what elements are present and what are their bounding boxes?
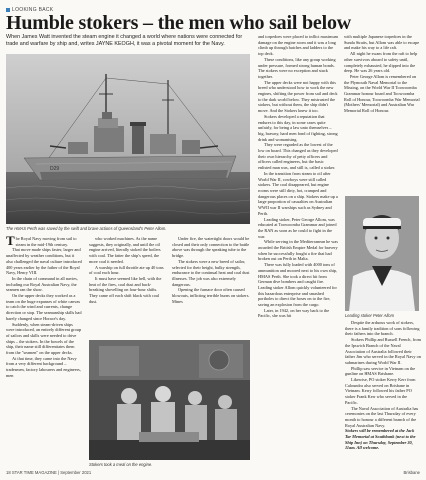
paragraph: with multiple Japanese torpedoes in the Sunda Straits, but Allom was able to escape and make his way to a life raft. — [344, 34, 420, 51]
paragraph: Stokers Phillip and Russell French, from the Ipswich Branch of the Naval Association of Australia followed their father Jim who served in the Royal Navy on submarines during World War II. — [345, 337, 421, 365]
paragraph: There was fully loaded with 4000 tons of ammunition and moored next to his own ship, HMAS Perth. She took a direct hit from German dive bombers and caught fire. Leading stoker Allom quickly volunteered for this hazardous enterprise and smashed portholes to direct the hoses on to the fire, saving an explosion from the cargo. — [258, 262, 338, 308]
article-column-4 — [258, 34, 338, 319]
ship-photo-illustration — [6, 54, 250, 224]
article-column-6 — [345, 320, 421, 451]
paragraph: That move made ships faster, larger and unaffected by weather conditions, but it also challenged the naval culture introduced 400 years earlier by the father of the Royal Navy, Henry VIII. — [6, 247, 82, 276]
paragraph: Likewise, PO stoker Kerry Kerr from Caloundra also served on Brisbane in Vietnam. Kerry followed his father PO stoker Frank Kerr who served in the Pacific. — [345, 377, 416, 405]
paragraph: All night he swam from the raft to help other survivors aboard to safety until, completely exhausted, he slipped into the deep. He was 26 years old. — [344, 51, 418, 74]
paragraph: Phillip saw service in Vietnam on the gunline on HMAS Brisbane. — [345, 365, 416, 377]
stokers-photo-illustration — [89, 340, 250, 460]
ship-photo — [6, 54, 250, 224]
paragraph: and torpedoes were placed to inflict maximum damage on the engine room and it was a long climb up through hatches and ladders to the top deck. — [258, 34, 338, 57]
headline: Humble stokers – the men who sail below — [6, 12, 351, 34]
page-footer — [6, 470, 420, 475]
footer-region: Brisbane — [403, 470, 420, 475]
paragraph: In the chain of command in all navies, including our Royal Australian Navy, the seamen ran the show. — [6, 275, 78, 293]
portrait-illustration — [345, 196, 419, 311]
kicker-label: LOOKING BACK — [12, 7, 54, 13]
paragraph: Leading stoker, Peter George Allom, was educated at Toowoomba Grammar and joined the RAN as soon as he could to fight in the war. — [258, 216, 337, 239]
portrait-caption: Leading stoker Peter Allom — [345, 313, 394, 318]
article-column-3 — [172, 236, 250, 304]
article-column-5 — [344, 34, 421, 114]
paragraph: The upper decks were not happy with this breed who understood how to work the new engines, shifting the power from sail and deck to the dark world below. They mistrusted the stokers, but without them, the ship didn't move. And the Stokers knew it too. — [258, 79, 338, 114]
paragraph: It must have seemed like hell, with the heat of the fires, coal dust and back-breaking shovelling on four-hour shifts. They came off each shift black with coal dust. — [89, 275, 162, 304]
paragraph: who worked machines. As the name suggests, they originally, and until the oil engine arrived, literally stoked the boilers with coal. The fatter the ship's speed, the more coal it needed. — [89, 236, 161, 264]
paragraph: The Naval Association of Australia has ceremonies on the last Thursday of every month to honour a different branch of the Royal Australian Navy. — [345, 405, 419, 428]
paragraph: The stokers were a new breed of sailor, selected for their height, bulky strength, endurance to the continual heat and coal dust illnesses. The job was also extremely dangerous. — [172, 258, 250, 287]
article-column-1 — [6, 233, 82, 379]
paragraph: These conditions, like any group working under pressure, formed strong human bonds. The stokers were no exception and stuck together. — [258, 56, 336, 79]
paragraph: Stokers developed a reputation that endures to this day, in some cases quite unfairly, for being a law unto themselves – big, brawny, hard men fond of fighting, strong drink and womanising. — [258, 113, 338, 142]
standfirst: When James Watt invented the steam engine it changed a world where nations were connected for trade and warfare by ship and, writes JAYNE KEOGH, it was a pivotal moment for the Navy. — [6, 34, 243, 47]
paragraph: They were regarded as the lowest of the low on board. This changed as they developed their own hierarchy of petty officers and officers called engineers, but the basic enlisted man was, and still is, called a stoker. — [258, 142, 338, 171]
paragraph: In the transition from steam to oil after World War II, cowboys were still called stokers. The coal disappeared, but engine rooms were still dirty, hot, cramped and dangerous places on a ship. Stokers make up a large proportion of casualties on Australian WWII war II warships such as Sydney and Perth. — [258, 170, 338, 216]
paragraph: The Royal Navy moving from sail to steam in the mid-19th century. — [6, 233, 77, 248]
peter-allom-portrait — [345, 196, 419, 311]
paragraph: Later, in 1942, on her way back to the Pacific, she was hit — [258, 307, 330, 319]
stokers-inset-caption: Stokers took a meal on the engine. — [89, 462, 153, 467]
ship-photo-caption: The HMAS Perth was saved by the swift and brave actions of Queensland's Peter Allom. — [6, 226, 167, 231]
stokers-inset-photo — [89, 340, 250, 460]
paragraph: On the upper decks they worked as a team on the huge expanses of white canvas to catch the wind and currents, change direction or stop. The seamanship skills had barely changed since Horace's day. — [6, 293, 82, 321]
paragraph: Opening the furnace door often caused blowouts, inflicting terrible burns on stokers. Mines — [172, 287, 250, 304]
article-column-2 — [89, 236, 165, 304]
paragraph: At that time, they came into the Navy from a very different background – tradesmen, factory labourers and engineers, men — [6, 355, 81, 378]
paragraph: A warship on full throttle ate up 40 tons of coal each hour. — [89, 264, 164, 276]
paragraph: While serving in the Mediterranean he was awarded the British Empire Medal for bravery when he successfully fought a fire that had broken out on Perth in Malta. — [258, 239, 338, 262]
paragraph: Suddenly, when steam-driven ships were introduced, an entirely different group of sailors and skills were needed to drive ships – the stokers. In the bowels of the ship, their name still differentiates them from the "seamen" on the upper decks. — [6, 321, 82, 356]
paragraph: Under fire, the watertight doors would be closed and their only connection to the battle above was through the speaking tube to the bridge. — [172, 236, 250, 259]
svg-text:D29: D29 — [50, 166, 60, 172]
paragraph: Despite the arduous work of stokers, there is a family tradition of sons following their fathers into the branch. — [345, 320, 420, 337]
footer-folio: 18 STAR TIME MAGAZINE | September 2021 — [6, 470, 92, 475]
paragraph: Peter George Allom is remembered on the Plymouth Naval Memorial to the Missing, on the World War II Toowoomba Grammar honour board and Toowoomba Roll of Honour, Toowoomba War Memorial (Mothers' Memorial) and Australian War Memorial Roll of Honour. — [344, 73, 420, 114]
event-notice: Stokers will be remembered at the Jack Tar Memorial at Southbank (next to the Ship Inn) on Thursday, September 30, 11am. All welcome. — [345, 428, 416, 451]
